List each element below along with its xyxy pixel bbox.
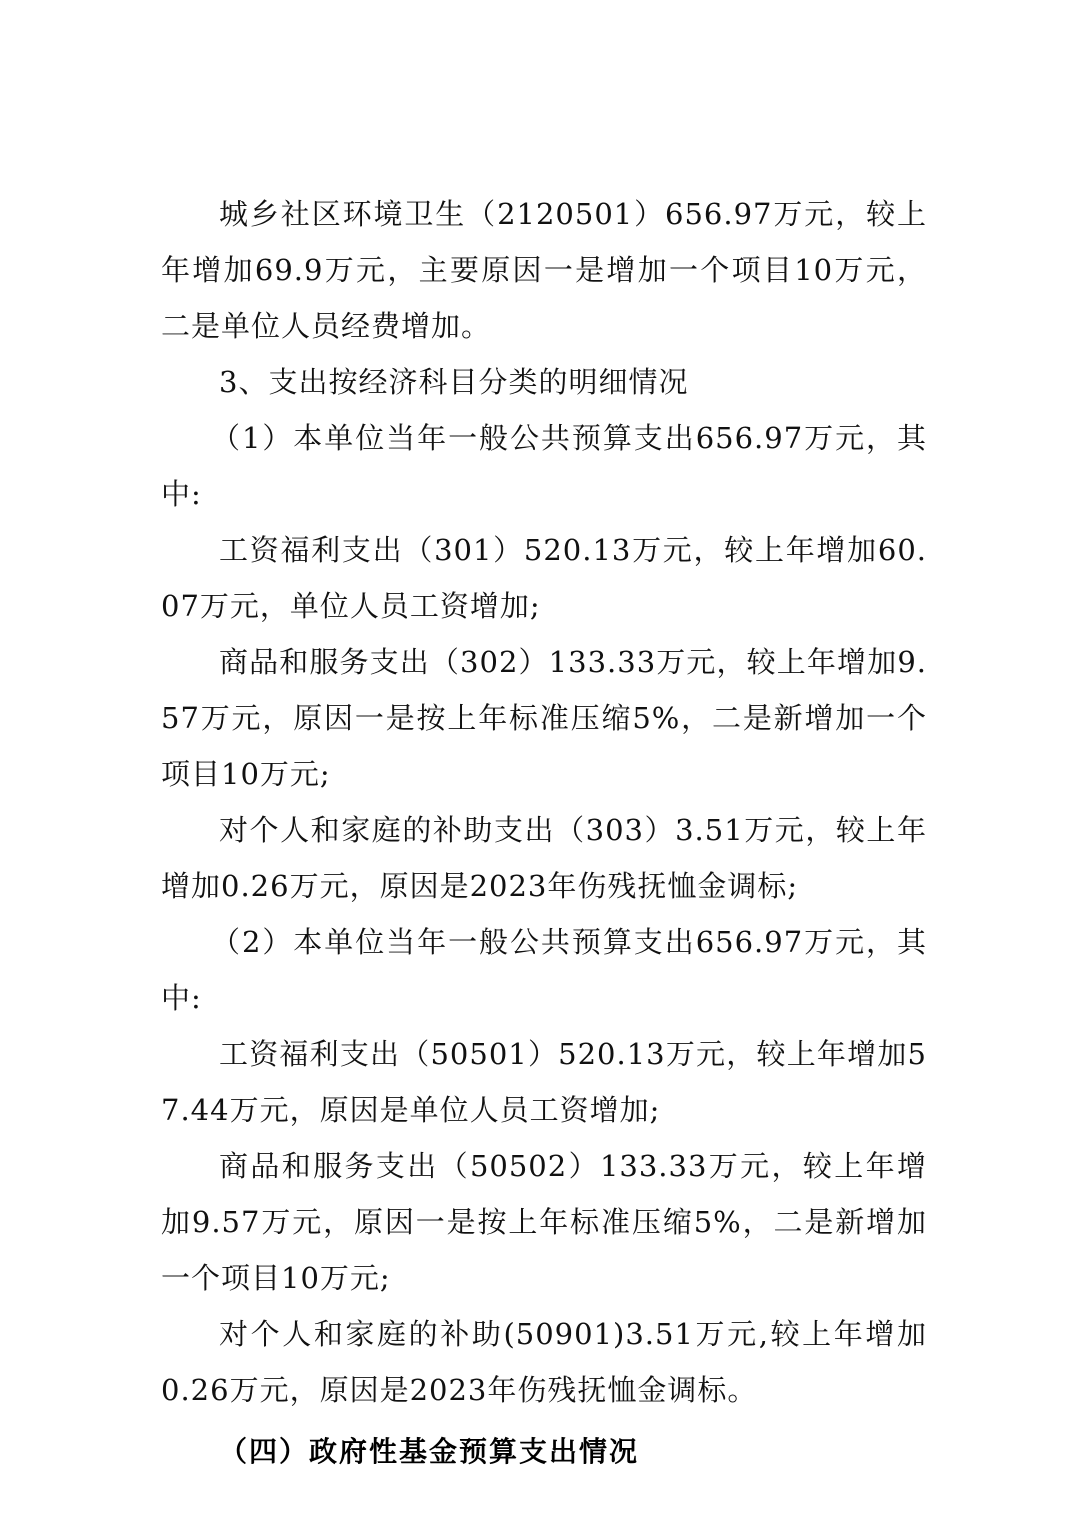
paragraph-urban-rural-sanitation: 城乡社区环境卫生（2120501）656.97万元，较上年增加69.9万元，主要原因一是增加一个项目10万元，二是单位人员经费增加。 bbox=[161, 197, 927, 343]
paragraph-goods-services-50502: 商品和服务支出（50502）133.33万元，较上年增加9.57万元，原因一是按上年标准压缩5%，二是新增加一个项目10万元; bbox=[161, 1149, 927, 1295]
paragraph-goods-services-302: 商品和服务支出（302）133.33万元，较上年增加9.57万元，原因一是按上年标准压缩5%，二是新增加一个项目10万元; bbox=[161, 645, 927, 791]
paragraph-wage-welfare-301: 工资福利支出（301）520.13万元，较上年增加60.07万元，单位人员工资增加; bbox=[161, 533, 927, 623]
paragraph-subsidy-50901: 对个人和家庭的补助(50901)3.51万元,较上年增加0.26万元，原因是2023年伤残抚恤金调标。 bbox=[161, 1317, 927, 1407]
paragraph-budget-summary-2: （2）本单位当年一般公共预算支出656.97万元，其中: bbox=[161, 925, 927, 1015]
paragraph-wage-welfare-50501: 工资福利支出（50501）520.13万元，较上年增加57.44万元，原因是单位人员工资增加; bbox=[161, 1037, 927, 1127]
section-heading-government-fund: （四）政府性基金预算支出情况 bbox=[219, 1435, 640, 1468]
document-body bbox=[161, 186, 927, 1480]
paragraph-economic-classification-title: 3、支出按经济科目分类的明细情况 bbox=[219, 365, 689, 399]
paragraph-budget-summary-1: （1）本单位当年一般公共预算支出656.97万元，其中: bbox=[161, 421, 927, 511]
paragraph-subsidy-303: 对个人和家庭的补助支出（303）3.51万元，较上年增加0.26万元，原因是2023年伤残抚恤金调标; bbox=[161, 813, 927, 903]
